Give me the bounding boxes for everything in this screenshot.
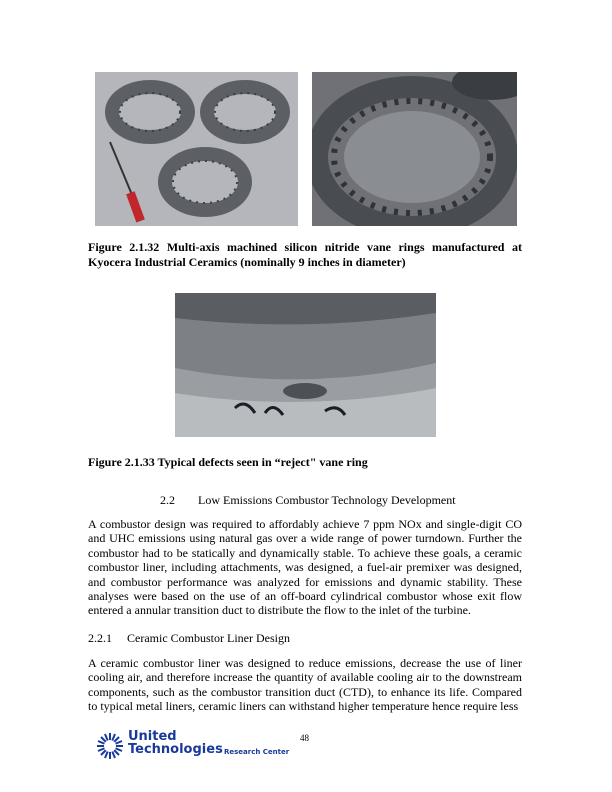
sunburst-icon	[96, 732, 124, 760]
section-title: Low Emissions Combustor Technology Development	[198, 493, 456, 507]
subsection-number: 2.2.1	[88, 631, 112, 645]
section-paragraph: A combustor design was required to affordably achieve 7 ppm NOx and single-digit CO and UHC emissions using natural gas over a wide range of power turndown. Further the combustor had to be statically and dynamically stable. To achieve these goals, a ceramic combustor liner, including attachments, was designed, a fuel-air premixer was designed, and combustor performance was analyzed for emissions and dynamic stability. These analyses were based on the use of an off-board cylindrical combustor whose exit flow entered a annular transition duct to distribute the flow to the inlet of the turbine.	[88, 517, 522, 618]
logo-subtitle: Research Center	[224, 748, 290, 756]
subsection-heading	[88, 631, 290, 646]
section-heading	[160, 493, 456, 508]
vane-ring-closeup-photo	[312, 72, 517, 226]
defect-vane-ring-photo	[175, 293, 436, 437]
subsection-paragraph: A ceramic combustor liner was designed to reduce emissions, decrease the use of liner cooling air, and therefore increase the quantity of available cooling air to the downstream components, such as the combustor transition duct (CTD), to enhance its life. Compared to typical metal liners, ceramic liners can withstand higher temperature hence require less	[88, 656, 522, 714]
figure-caption: Figure 2.1.33 Typical defects seen in “reject" vane ring	[88, 455, 368, 469]
subsection-title: Ceramic Combustor Liner Design	[127, 631, 290, 645]
section-number: 2.2	[160, 493, 175, 507]
page-number: 48	[300, 733, 309, 743]
logo-line1: United	[128, 729, 177, 744]
figure-caption: Figure 2.1.32 Multi-axis machined silicon nitride vane rings manufactured at Kyocera Industrial Ceramics (nominally 9 inches in diameter)	[88, 240, 522, 269]
logo-line2: Technologies	[128, 742, 223, 757]
vane-rings-photo	[95, 72, 298, 226]
